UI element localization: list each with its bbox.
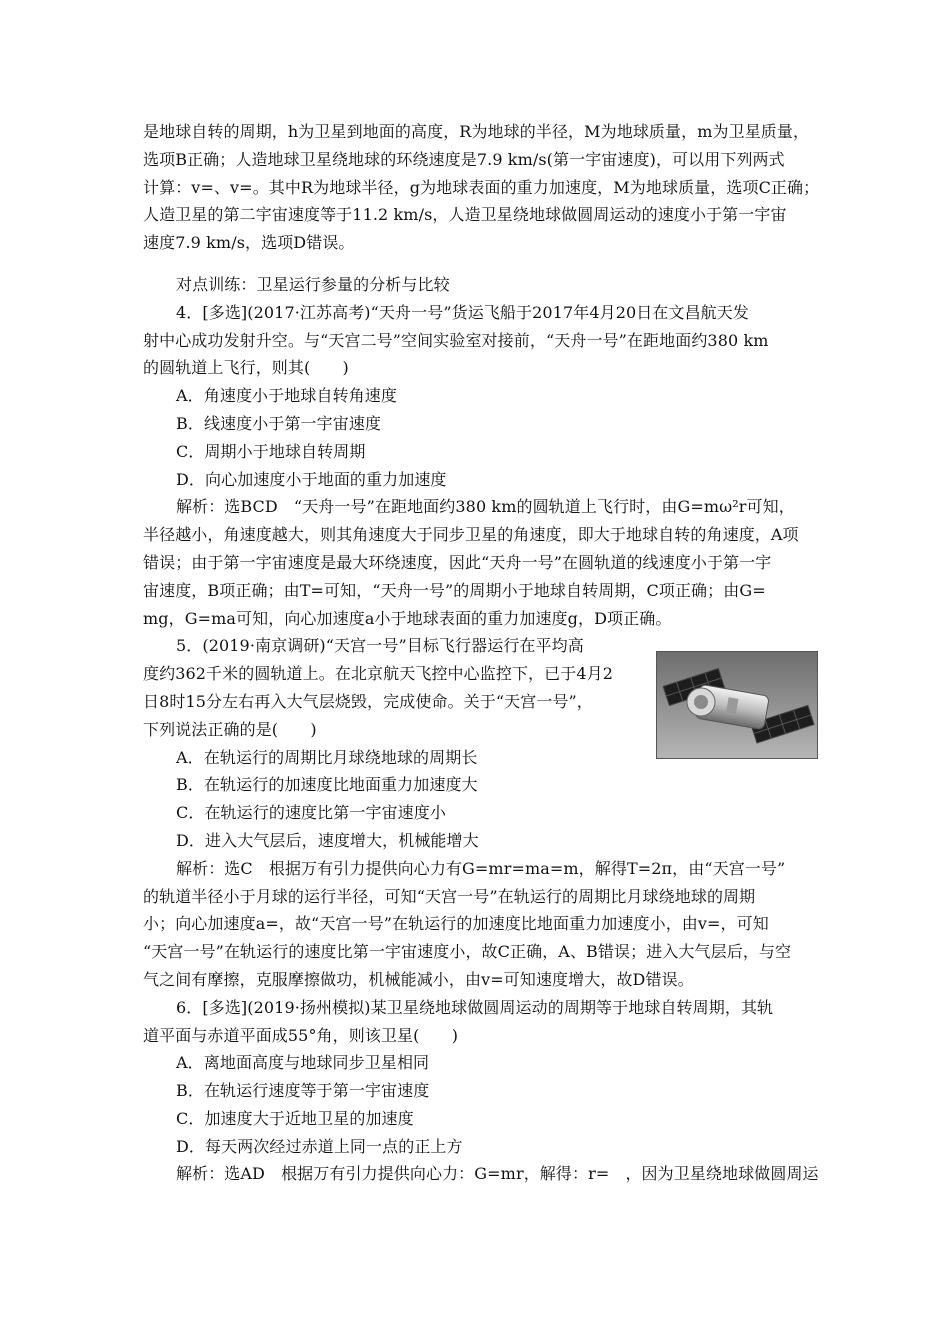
analysis-line: 宙速度，B项正确；由T=可知，“天舟一号”的周期小于地球自转周期，C项正确；由G= — [143, 580, 766, 600]
option-b: B．在轨运行的加速度比地面重力加速度大 — [176, 775, 478, 795]
option-d: D．每天两次经过赤道上同一点的正上方 — [176, 1136, 463, 1156]
question-6 — [143, 994, 819, 1189]
text-line: 速度7.9 km/s，选项D错误。 — [143, 233, 355, 253]
option-a: A．在轨运行的周期比月球绕地球的周期长 — [176, 747, 478, 767]
option-a: A．离地面高度与地球同步卫星相同 — [176, 1053, 430, 1073]
option-b: B．在轨运行速度等于第一宇宙速度 — [176, 1081, 430, 1101]
option-a: A．角速度小于地球自转角速度 — [176, 386, 397, 406]
analysis-line: 解析：选AD 根据万有引力提供向心力：G=mr，解得：r= ，因为卫星绕地球做圆周运 — [176, 1164, 819, 1184]
option-c: C．周期小于地球自转周期 — [176, 441, 366, 461]
text-line: 日8时15分左右再入大气层烧毁，完成使命。关于“天宫一号”， — [143, 691, 593, 711]
space-station-icon — [657, 652, 817, 758]
text-line: 计算：v=、v=。其中R为地球半径，g为地球表面的重力加速度，M为地球质量，选项C正确； — [143, 177, 820, 197]
section-title: 对点训练：卫星运行参量的分析与比较 — [176, 274, 450, 294]
option-d: D．进入大气层后，速度增大，机械能增大 — [176, 830, 479, 850]
analysis-line: 气之间有摩擦，克服摩擦做功，机械能减小，由v=可知速度增大，故D错误。 — [143, 969, 694, 989]
analysis-line: 错误；由于第一宇宙速度是最大环绕速度，因此“天舟一号”在圆轨道的线速度小于第一宇 — [143, 552, 772, 572]
paragraph-continuation — [143, 118, 819, 257]
analysis-line: 解析：选C 根据万有引力提供向心力有G=mr=ma=m，解得T=2π，由“天宫一号” — [176, 858, 786, 878]
question-4 — [143, 299, 819, 633]
text-line: 人造卫星的第二宇宙速度等于11.2 km/s，人造卫星绕地球做圆周运动的速度小于第一宇宙 — [143, 205, 787, 225]
text-line: 下列说法正确的是( ) — [143, 719, 317, 739]
text-line: 是地球自转的周期，h为卫星到地面的高度，R为地球的半径，M为地球质量，m为卫星质量， — [143, 122, 810, 141]
text-line: 道平面与赤道平面成55°角，则该卫星( ) — [143, 1025, 459, 1045]
text-line: 选项B正确；人造地球卫星绕地球的环绕速度是7.9 km/s(第一宇宙速度)，可以用下列两式 — [143, 149, 785, 169]
text-line: 5．(2019·南京调研)“天宫一号”目标飞行器运行在平均高 — [176, 636, 584, 656]
option-d: D．向心加速度小于地面的重力加速度 — [176, 469, 447, 489]
text-line: 射中心成功发射升空。与“天宫二号”空间实验室对接前，“天舟一号”在距地面约380 km — [143, 330, 769, 350]
option-b: B．线速度小于第一宇宙速度 — [176, 413, 382, 433]
analysis-line: 的轨道半径小于月球的运行半径，可知“天宫一号”在轨运行的周期比月球绕地球的周期 — [143, 886, 756, 906]
analysis-line: 解析：选BCD “天舟一号”在距地面约380 km的圆轨道上飞行时，由G=mω²r可知， — [176, 497, 795, 517]
space-station-figure — [656, 651, 818, 759]
analysis-line: 小；向心加速度a=，故“天宫一号”在轨运行的加速度比地面重力加速度小，由v=，可知 — [143, 914, 769, 934]
option-c: C．在轨运行的速度比第一宇宙速度小 — [176, 803, 446, 823]
analysis-line: “天宫一号”在轨运行的速度比第一宇宙速度小，故C正确，A、B错误；进入大气层后，与空 — [143, 942, 792, 962]
text-line: 4．[多选](2017·江苏高考)“天舟一号”货运飞船于2017年4月20日在文昌航天发 — [176, 302, 749, 322]
analysis-line: 半径越小，角速度越大，则其角速度大于同步卫星的角速度，即大于地球自转的角速度，A项 — [143, 525, 799, 545]
text-line: 度约362千米的圆轨道上。在北京航天飞控中心监控下，已于4月2 — [143, 664, 613, 684]
analysis-line: mg，G=ma可知，向心加速度a小于地球表面的重力加速度g，D项正确。 — [143, 608, 672, 628]
text-line: 的圆轨道上飞行，则其( ) — [143, 358, 349, 378]
text-line: 6．[多选](2019·扬州模拟)某卫星绕地球做圆周运动的周期等于地球自转周期，其轨 — [176, 997, 774, 1017]
option-c: C．加速度大于近地卫星的加速度 — [176, 1108, 414, 1128]
